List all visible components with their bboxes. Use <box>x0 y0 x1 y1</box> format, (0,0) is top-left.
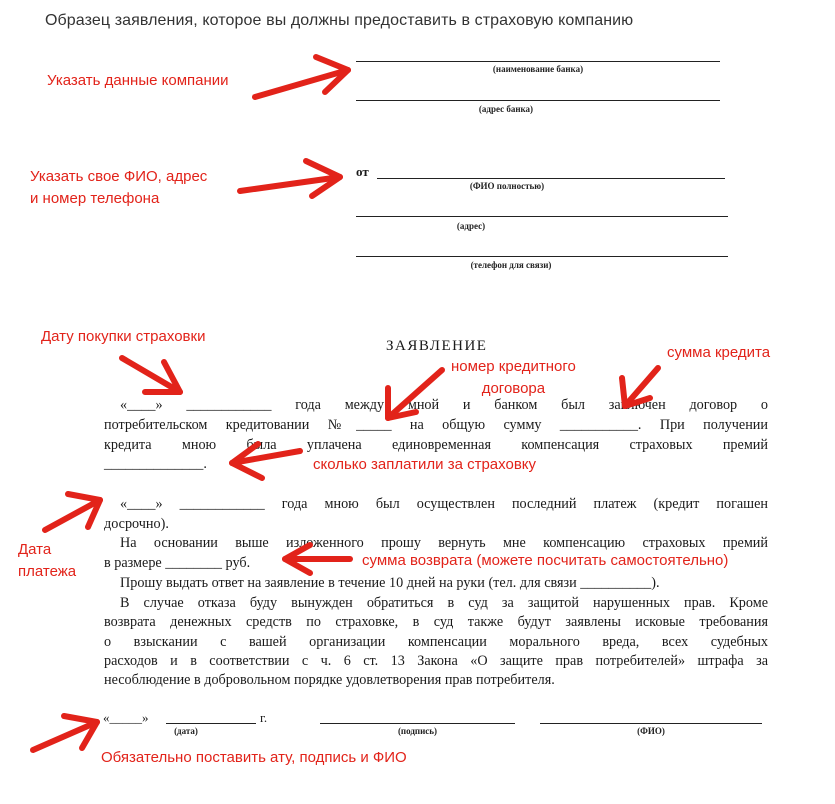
p1-line-a: «____» ____________ года между мной и банком был заключен договор о <box>120 397 768 413</box>
annotation-loan-amount: сумма кредита <box>667 344 771 361</box>
document-title: ЗАЯВЛЕНИЕ <box>386 338 488 354</box>
annotation-refund-amount: сумма возврата (можете посчитать самостоятельно) <box>362 550 728 572</box>
arrow-icon-contract-number <box>388 370 442 418</box>
bank-name-caption: (наименование банка) <box>492 64 584 74</box>
arrow-icon-refund <box>285 545 350 573</box>
annotation-payment-line1: Дата <box>18 541 52 558</box>
arrow-icon-payment-date <box>45 494 100 530</box>
arrow-icon-sign <box>33 716 97 750</box>
sig-date-prefix: «_____» <box>103 710 149 725</box>
p2-line-b: досрочно). <box>104 516 169 532</box>
sig-year: г. <box>260 710 268 725</box>
annotation-fio-line2: и номер телефона <box>30 190 160 207</box>
phone-caption: (телефон для связи) <box>470 260 552 270</box>
arrow-icon-purchase-date <box>122 358 180 392</box>
p3-line-a: На основании выше изложенного прошу вернуть мне компенсацию страховых премий <box>120 535 768 551</box>
sig-fio-caption: (ФИО) <box>637 726 665 736</box>
arrow-icon-paid-insurance <box>232 444 300 478</box>
arrow-icon-loan-amount <box>622 368 658 406</box>
p5-line-a: В случае отказа буду вынужден обратиться в суд за защитой нарушенных прав. Кроме <box>120 595 768 611</box>
from-label: от <box>356 164 369 179</box>
address-caption: (адрес) <box>456 221 486 231</box>
p1-line-b: потребительском кредитовании №_____ на общую сумму ___________. При получении <box>104 417 768 433</box>
p1-line-c: кредита мною была уплачена единовременная компенсация страховых премий <box>104 437 768 453</box>
page-header: Образец заявления, которое вы должны предоставить в страховую компанию <box>45 12 634 29</box>
p3-line-b: в размере ________ руб. <box>104 555 251 571</box>
p5-line-e: несоблюдение в добровольном порядке удовлетворения прав потребителя. <box>104 672 555 688</box>
annotation-purchase-date: Дату покупки страховки <box>41 328 206 345</box>
signature-caption: (подпись) <box>397 726 438 736</box>
p5-line-c: о взыскании с вашей организации компенсации морального вреда, всех судебных <box>104 634 768 650</box>
p5-line-b: возврата денежных средств по страховке, в суд также будут заявлены исковые требования <box>104 614 768 630</box>
annotation-contract-line1: номер кредитного <box>451 358 576 375</box>
annotation-contract-line2: договора <box>481 380 546 397</box>
annotation-fio-line1: Указать свое ФИО, адрес <box>30 168 208 185</box>
arrow-icon-fio <box>240 161 340 196</box>
sig-date-caption: (дата) <box>174 726 198 736</box>
p4-line: Прошу выдать ответ на заявление в течение 10 дней на руки (тел. для связи __________). <box>120 575 660 591</box>
p1-line-d: ______________. <box>104 456 207 472</box>
annotation-company-data: Указать данные компании <box>47 72 229 89</box>
annotation-payment-line2: платежа <box>18 563 77 580</box>
p5-line-d: расходов и в соответствии с ч. 6 ст. 13 Закона «О защите прав потребителей» штрафа за <box>104 653 768 669</box>
bank-address-caption: (адрес банка) <box>478 104 534 114</box>
arrow-icon-company <box>255 57 348 97</box>
p2-line-a: «____» ____________ года мною был осуществлен последний платеж (кредит погашен <box>120 496 768 512</box>
annotation-paid-for-insurance: сколько заплатили за страховку <box>313 454 536 476</box>
fio-caption: (ФИО полностью) <box>469 181 545 191</box>
annotation-sign-note: Обязательно поставить ату, подпись и ФИО <box>101 749 407 766</box>
